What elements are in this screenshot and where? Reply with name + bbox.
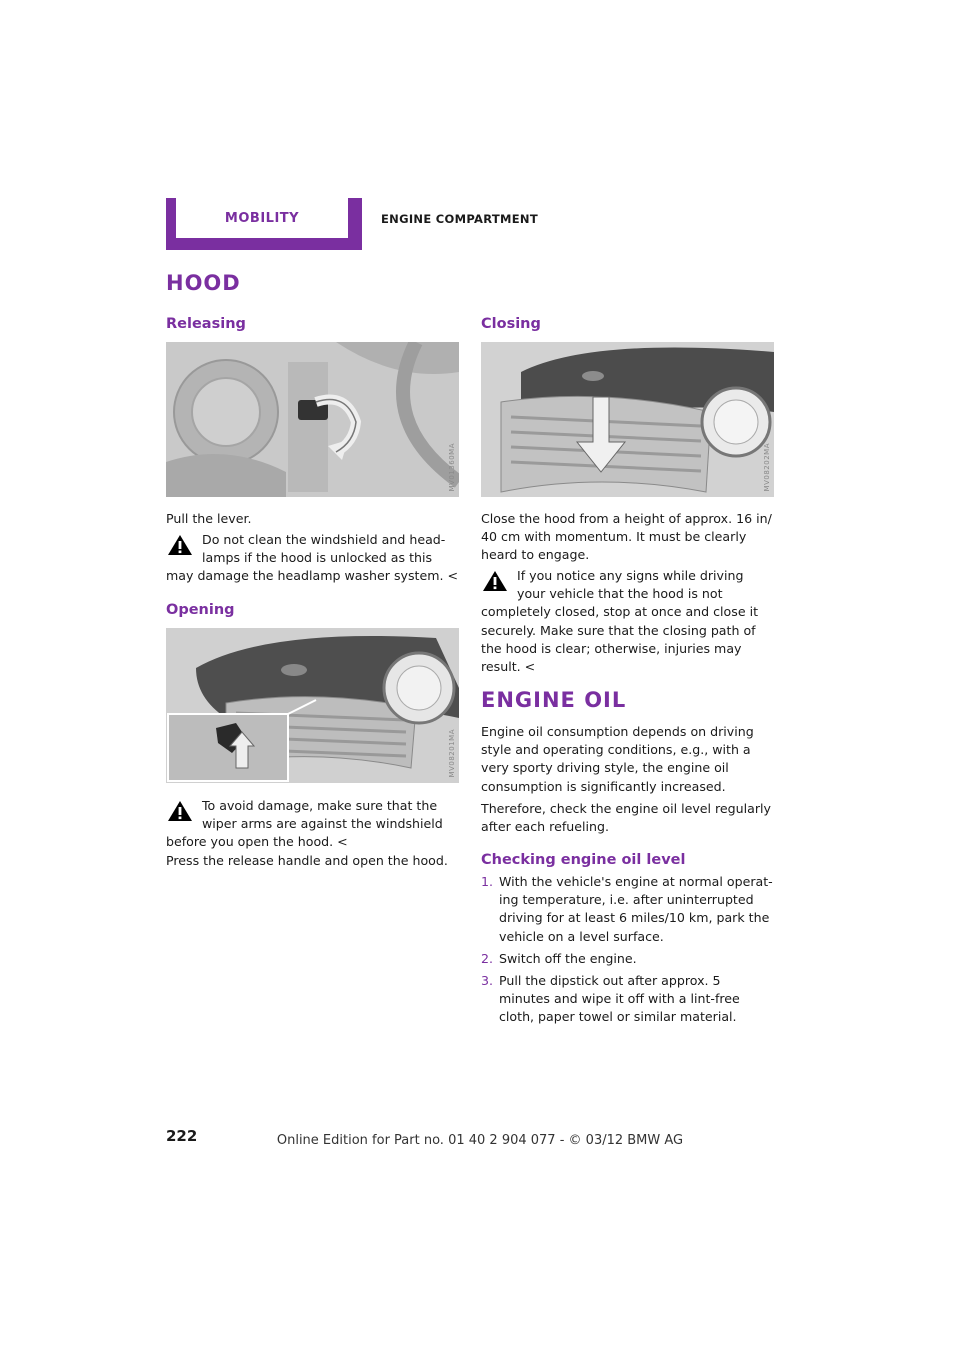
- list-item: [481, 972, 773, 1027]
- closing-figure: [481, 342, 774, 497]
- closing-text: Close the hood from a height of approx. 16 in/ 40 cm with momentum. It must be clearly heard to engage.: [481, 511, 772, 563]
- figure-code: MV01360MA: [448, 442, 456, 491]
- step-number: 1.: [481, 874, 494, 889]
- step-text: Pull the dipstick out after approx. 5 minutes and wipe it off with a lint-free cloth, paper towel or similar material.: [499, 973, 740, 1025]
- releasing-figure: [166, 342, 459, 497]
- opening-warning: [166, 797, 459, 852]
- step-text: With the vehicle's engine at normal operat-ing temperature, i.e. after uninterrupted driving for at least 6 miles/10 km, park the vehicle on a level surface.: [499, 874, 773, 944]
- edition-footer: Online Edition for Part no. 01 40 2 904 077 - © 03/12 BMW AG: [276, 1133, 684, 1148]
- opening-figure: [166, 628, 459, 783]
- step-number: 3.: [481, 973, 494, 989]
- closing-warning: [481, 567, 773, 676]
- closing-heading: Closing: [481, 316, 541, 332]
- section-label: ENGINE COMPARTMENT: [381, 212, 538, 226]
- opening-text: Press the release handle and open the hood.: [166, 853, 448, 868]
- figure-code: MV08201MA: [448, 728, 456, 777]
- opening-heading: Opening: [166, 602, 235, 618]
- list-item: [481, 950, 773, 968]
- checking-steps: [481, 873, 773, 1031]
- warning-icon: [481, 569, 509, 593]
- closing-warning-text: If you notice any signs while driving your vehicle that the hood is not completely closed, stop at once and close it securely. Make sure that the closing path of the hood is clear; otherwise, injuries may result. <: [481, 568, 759, 675]
- releasing-warning: [166, 531, 459, 586]
- warning-icon: [166, 533, 194, 557]
- engine-oil-title: ENGINE OIL: [481, 688, 627, 712]
- chapter-tab: [166, 198, 362, 250]
- checking-heading: Checking engine oil level: [481, 852, 686, 868]
- hood-title: HOOD: [166, 271, 241, 295]
- page-number: 222: [166, 1127, 198, 1145]
- releasing-heading: Releasing: [166, 316, 246, 332]
- engine-oil-paragraph-1: Engine oil consumption depends on driving style and operating conditions, e.g., with a very sporty driving style, the engine oil consumption is significantly increased.: [481, 724, 754, 794]
- warning-icon: [166, 799, 194, 823]
- figure-code: MV08202MA: [763, 442, 771, 491]
- releasing-text: Pull the lever.: [166, 511, 252, 526]
- chapter-tab-label: MOBILITY: [224, 210, 300, 226]
- chapter-tab-inner: [176, 198, 348, 238]
- opening-warning-text: To avoid damage, make sure that the wiper arms are against the windshield before you open the hood. <: [166, 798, 443, 850]
- releasing-warning-text: Do not clean the windshield and head-lamps if the hood is unlocked as this may damage the headlamp washer system. <: [166, 532, 459, 584]
- list-item: [481, 873, 773, 946]
- step-text: Switch off the engine.: [499, 950, 637, 966]
- engine-oil-paragraph-2: Therefore, check the engine oil level regularly after each refueling.: [481, 801, 771, 835]
- step-number: 2.: [481, 950, 494, 966]
